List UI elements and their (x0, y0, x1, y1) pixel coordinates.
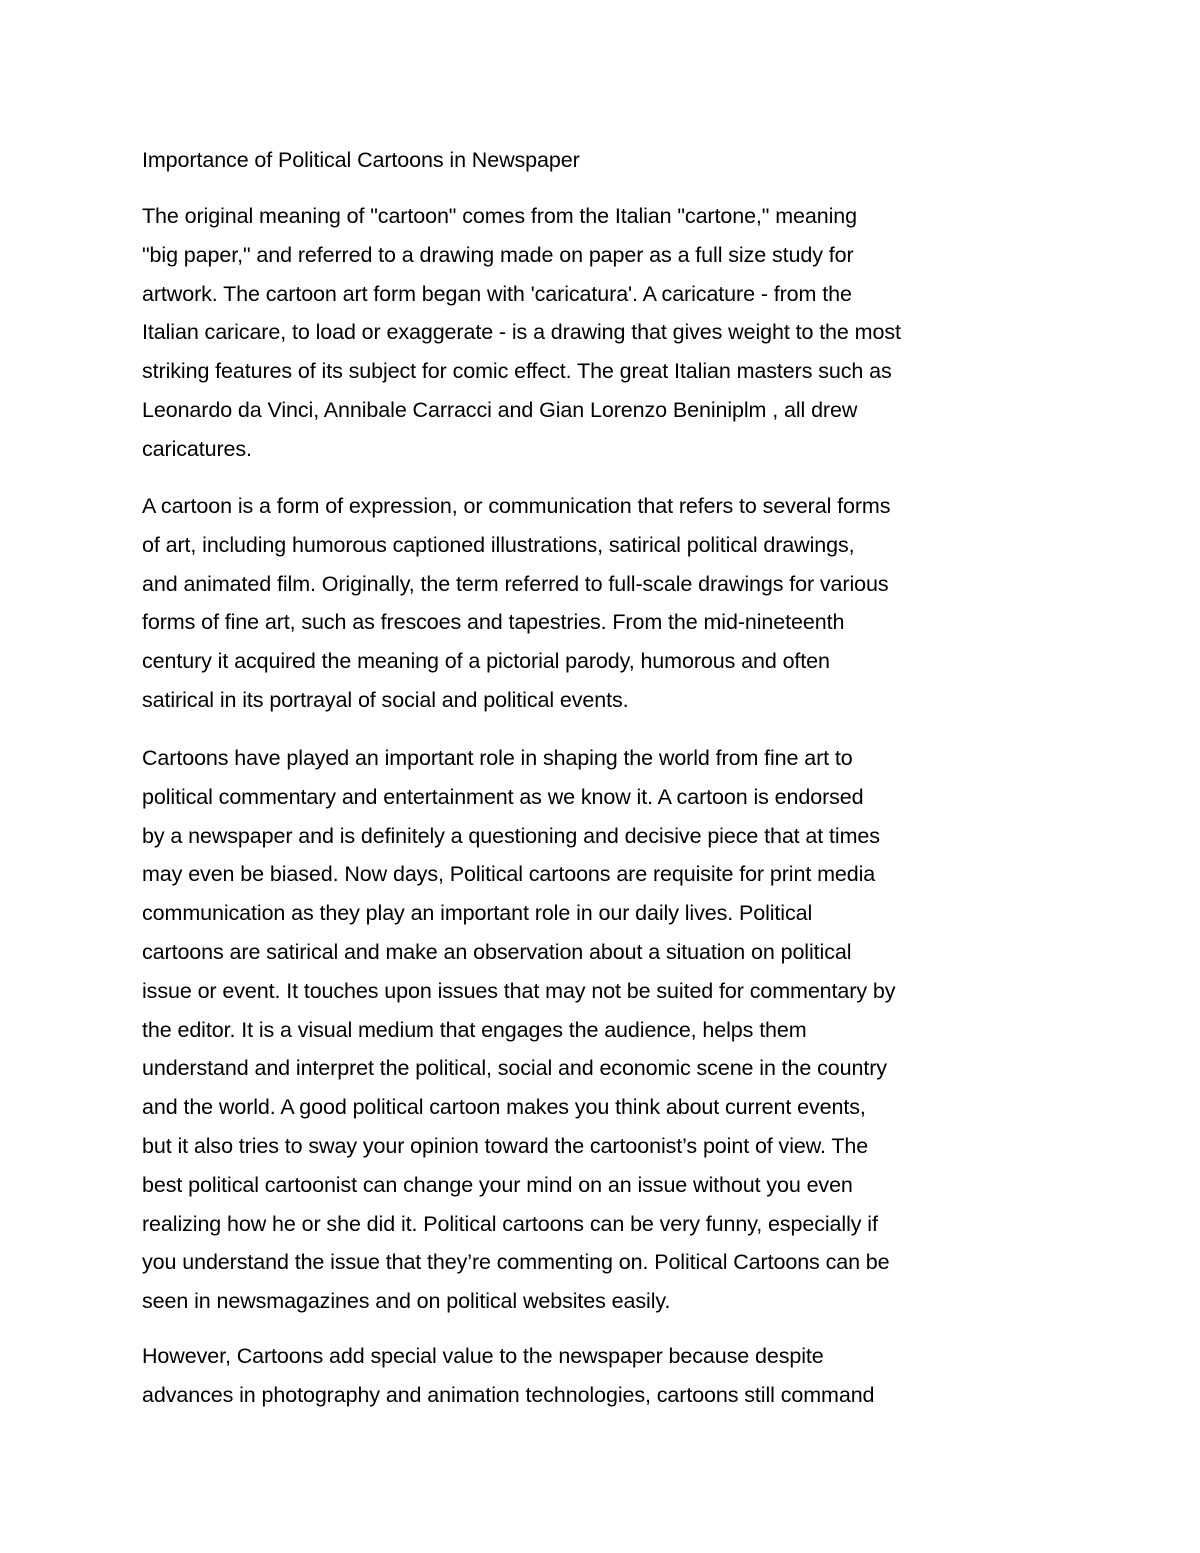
paragraph-line: "big paper," and referred to a drawing made on paper as a full size study for (142, 242, 854, 267)
paragraph-line: caricatures. (142, 436, 252, 461)
paragraph-line: Cartoons have played an important role in shaping the world from fine art to (142, 746, 853, 770)
paragraph-line: you understand the issue that they’re commenting on. Political Cartoons can be (142, 1250, 890, 1275)
paragraph-line: artwork. The cartoon art form began with 'caricatura'. A caricature - from the (142, 281, 852, 306)
paragraph-line: Leonardo da Vinci, Annibale Carracci and Gian Lorenzo Beniniplm , all drew (142, 397, 858, 422)
paragraph-2 (142, 487, 1062, 720)
paragraph-line: satirical in its portrayal of social and political events. (142, 687, 629, 712)
paragraph-line: Italian caricare, to load or exaggerate - is a drawing that gives weight to the most (142, 320, 901, 345)
paragraph-line: century it acquired the meaning of a pictorial parody, humorous and often (142, 649, 830, 674)
paragraph-3 (142, 739, 1062, 1321)
paragraph-line: and the world. A good political cartoon makes you think about current events, (142, 1095, 866, 1120)
paragraph-line: A cartoon is a form of expression, or communication that refers to several forms (142, 494, 891, 518)
paragraph-line: seen in newsmagazines and on political websites easily. (142, 1289, 671, 1314)
paragraph-line: understand and interpret the political, social and economic scene in the country (142, 1056, 887, 1081)
paragraph-1 (142, 197, 1062, 469)
paragraph-line: and animated film. Originally, the term referred to full-scale drawings for various (142, 571, 889, 596)
paragraph-line: but it also tries to sway your opinion toward the cartoonist’s point of view. The (142, 1133, 869, 1158)
paragraph-line: by a newspaper and is definitely a questioning and decisive piece that at times (142, 823, 880, 848)
paragraph-line: may even be biased. Now days, Political cartoons are requisite for print media (142, 862, 876, 887)
paragraph-line: the editor. It is a visual medium that engages the audience, helps them (142, 1017, 807, 1042)
paragraph-line: issue or event. It touches upon issues that may not be suited for commentary by (142, 978, 896, 1003)
paragraph-line: advances in photography and animation technologies, cartoons still command (142, 1382, 875, 1407)
paragraph-line: However, Cartoons add special value to the newspaper because despite (142, 1344, 824, 1368)
title-text: Importance of Political Cartoons in Newspaper (142, 148, 580, 172)
paragraph-4 (142, 1337, 1062, 1415)
paragraph-line: of art, including humorous captioned illustrations, satirical political drawings, (142, 532, 855, 557)
paragraph-line: The original meaning of "cartoon" comes from the Italian "cartone," meaning (142, 204, 857, 228)
paragraph-line: political commentary and entertainment as we know it. A cartoon is endorsed (142, 784, 864, 809)
paragraph-line: striking features of its subject for comic effect. The great Italian masters such as (142, 359, 892, 384)
paragraph-line: forms of fine art, such as frescoes and tapestries. From the mid-nineteenth (142, 610, 845, 635)
paragraph-line: cartoons are satirical and make an observation about a situation on political (142, 939, 852, 964)
paragraph-line: realizing how he or she did it. Political cartoons can be very funny, especially if (142, 1211, 878, 1236)
document-title (142, 145, 1062, 176)
paragraph-line: communication as they play an important role in our daily lives. Political (142, 901, 813, 926)
paragraph-line: best political cartoonist can change your mind on an issue without you even (142, 1172, 853, 1197)
